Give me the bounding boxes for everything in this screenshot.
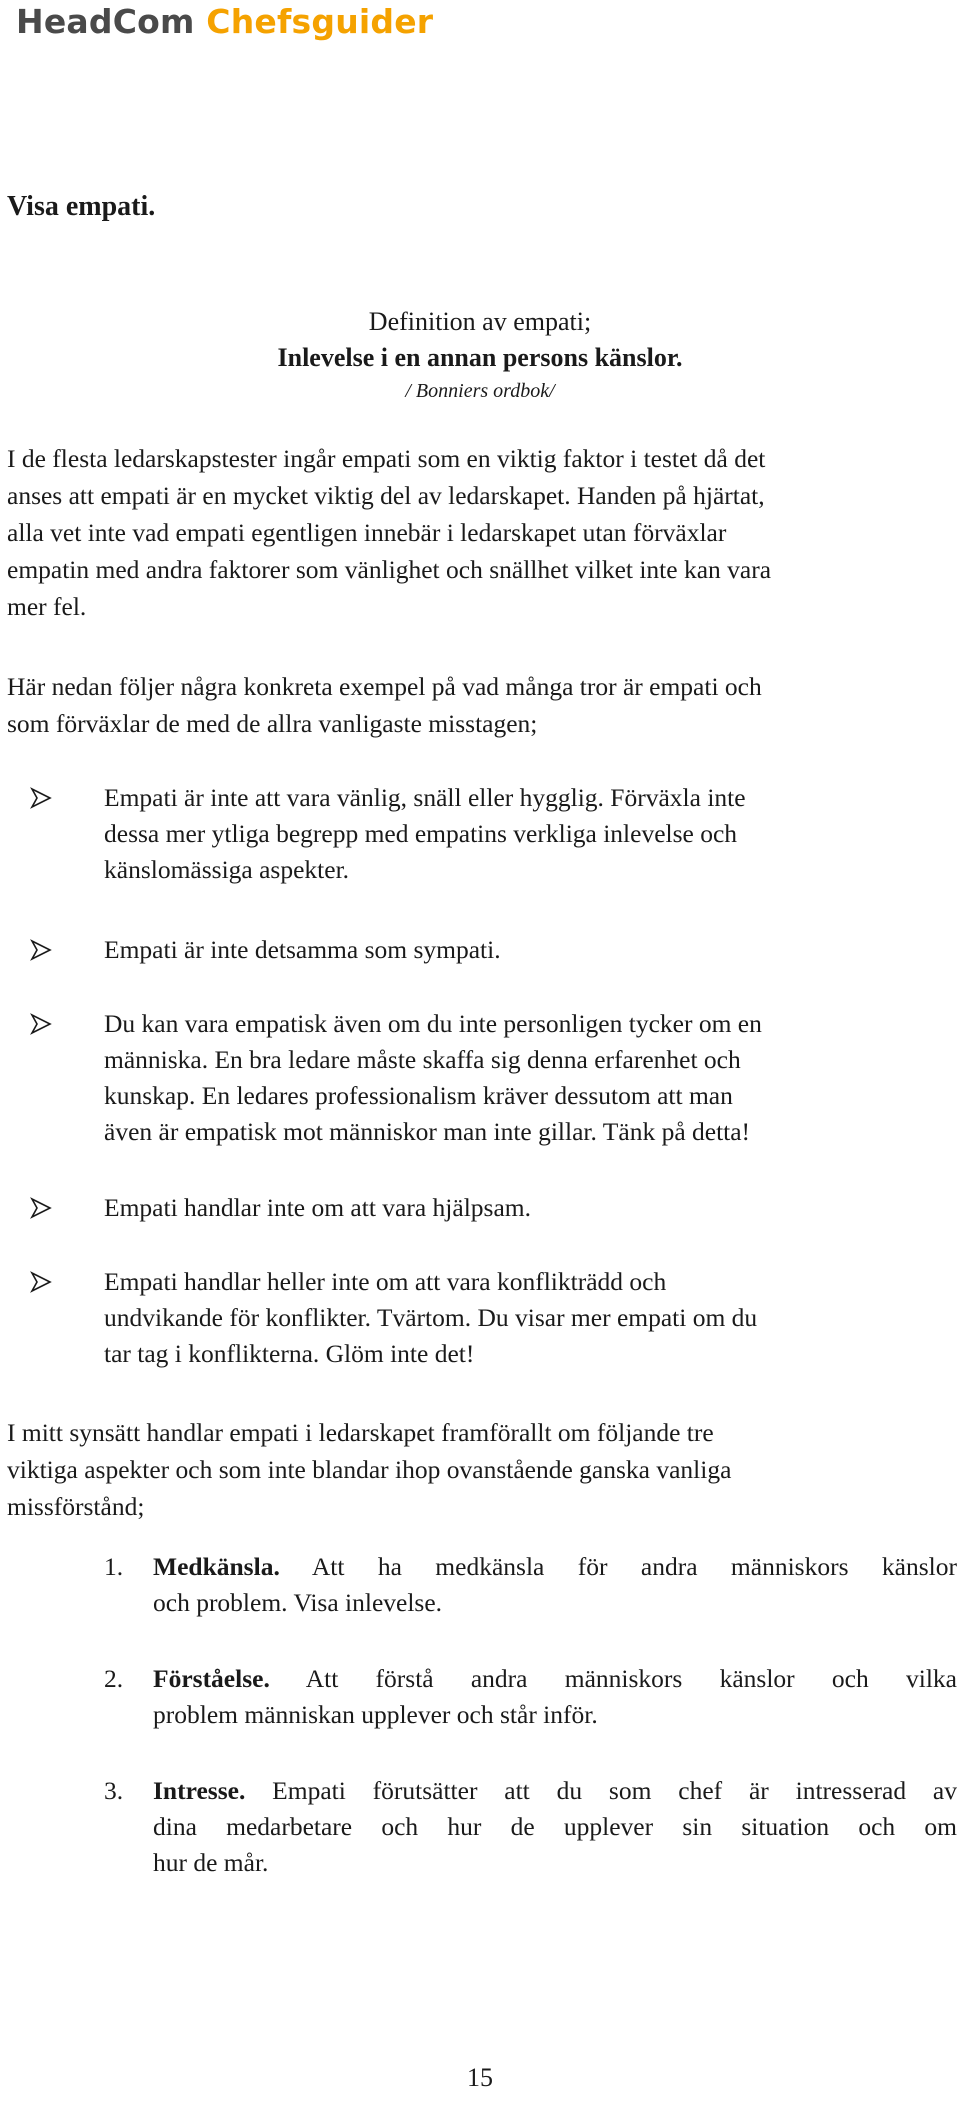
bullet-line: Empati handlar inte om att vara hjälpsam. — [104, 1193, 531, 1222]
bullet-line: Empati handlar heller inte om att vara konflikträdd och — [104, 1267, 667, 1296]
arrowhead-bullet-icon — [30, 1013, 52, 1035]
aspect-number: 2. — [104, 1664, 124, 1693]
brand-name-headcom: HeadCom — [16, 2, 195, 41]
definition-title: Definition av empati; — [368, 307, 592, 336]
aspect-line: och problem. Visa inlevelse. — [153, 1588, 443, 1617]
aspect-text: Att förstå andra människors känslor och vilka — [269, 1664, 957, 1693]
paragraph-line: I mitt synsätt handlar empati i ledarskapet framförallt om följande tre — [7, 1418, 714, 1447]
aspect-first-line — [153, 1773, 957, 1809]
paragraph-line: alla vet inte vad empati egentligen innebär i ledarskapet utan förväxlar — [7, 518, 727, 547]
bullet-line: undvikande för konflikter. Tvärtom. Du visar mer empati om du — [104, 1303, 758, 1332]
aspects-intro-paragraph — [7, 1414, 953, 1525]
aspect-term: Förståelse. — [153, 1664, 270, 1693]
brand-logo — [16, 2, 433, 41]
page-heading: Visa empati. — [7, 191, 156, 222]
aspect-text: Att ha medkänsla för andra människors känslor — [279, 1552, 957, 1581]
aspect-term: Medkänsla. — [153, 1552, 280, 1581]
arrowhead-bullet-icon — [30, 1271, 52, 1293]
bullet-line: Du kan vara empatisk även om du inte personligen tycker om en — [104, 1009, 762, 1038]
aspect-text: Empati förutsätter att du som chef är intresserad av — [245, 1776, 957, 1805]
arrowhead-bullet-icon — [30, 787, 52, 809]
definition-block — [0, 304, 960, 406]
aspect-line: problem människan upplever och står inför. — [153, 1700, 598, 1729]
paragraph-line: missförstånd; — [7, 1492, 145, 1521]
brand-name-chefsguider: Chefsguider — [206, 2, 434, 41]
arrowhead-bullet-icon — [30, 1197, 52, 1219]
bullet-text — [104, 932, 944, 968]
aspect-number: 3. — [104, 1776, 124, 1805]
aspect-body — [153, 1549, 957, 1621]
aspect-body — [153, 1773, 957, 1881]
intro-paragraph — [7, 440, 953, 625]
paragraph-line: Här nedan följer några konkreta exempel på vad många tror är empati och — [7, 672, 762, 701]
bullet-line: människa. En bra ledare måste skaffa sig denna erfarenhet och — [104, 1045, 741, 1074]
bullet-line: tar tag i konflikterna. Glöm inte det! — [104, 1339, 475, 1368]
paragraph-line: I de flesta ledarskapstester ingår empati som en viktig faktor i testet då det — [7, 444, 766, 473]
paragraph-line: empatin med andra faktorer som vänlighet och snällhet vilket inte kan vara — [7, 555, 772, 584]
aspect-term: Intresse. — [153, 1776, 246, 1805]
definition-source: / Bonniers ordbok/ — [405, 380, 555, 402]
definition-text: Inlevelse i en annan persons känslor. — [277, 343, 683, 372]
bullet-line: dessa mer ytliga begrepp med empatins verkliga inlevelse och — [104, 819, 738, 848]
bullet-line: känslomässiga aspekter. — [104, 855, 350, 884]
bullet-text — [104, 1006, 944, 1150]
arrowhead-bullet-icon — [30, 939, 52, 961]
aspect-first-line — [153, 1549, 957, 1585]
examples-intro-paragraph — [7, 668, 953, 742]
bullet-text — [104, 1190, 944, 1226]
paragraph-line: viktiga aspekter och som inte blandar ihop ovanstående ganska vanliga — [7, 1455, 732, 1484]
aspect-body — [153, 1661, 957, 1733]
bullet-text — [104, 1264, 944, 1372]
bullet-line: även är empatisk mot människor man inte gillar. Tänk på detta! — [104, 1117, 751, 1146]
aspect-number: 1. — [104, 1552, 124, 1581]
paragraph-line: anses att empati är en mycket viktig del av ledarskapet. Handen på hjärtat, — [7, 481, 765, 510]
aspect-line: dina medarbetare och hur de upplever sin situation och om — [153, 1812, 957, 1841]
aspect-first-line — [153, 1661, 957, 1697]
bullet-text — [104, 780, 944, 888]
paragraph-line: mer fel. — [7, 592, 87, 621]
page-number: 15 — [467, 2063, 493, 2092]
bullet-line: kunskap. En ledares professionalism kräver dessutom att man — [104, 1081, 733, 1110]
paragraph-line: som förväxlar de med de allra vanligaste misstagen; — [7, 709, 538, 738]
aspect-line: hur de mår. — [153, 1848, 269, 1877]
bullet-line: Empati är inte detsamma som sympati. — [104, 935, 501, 964]
bullet-line: Empati är inte att vara vänlig, snäll eller hygglig. Förväxla inte — [104, 783, 746, 812]
